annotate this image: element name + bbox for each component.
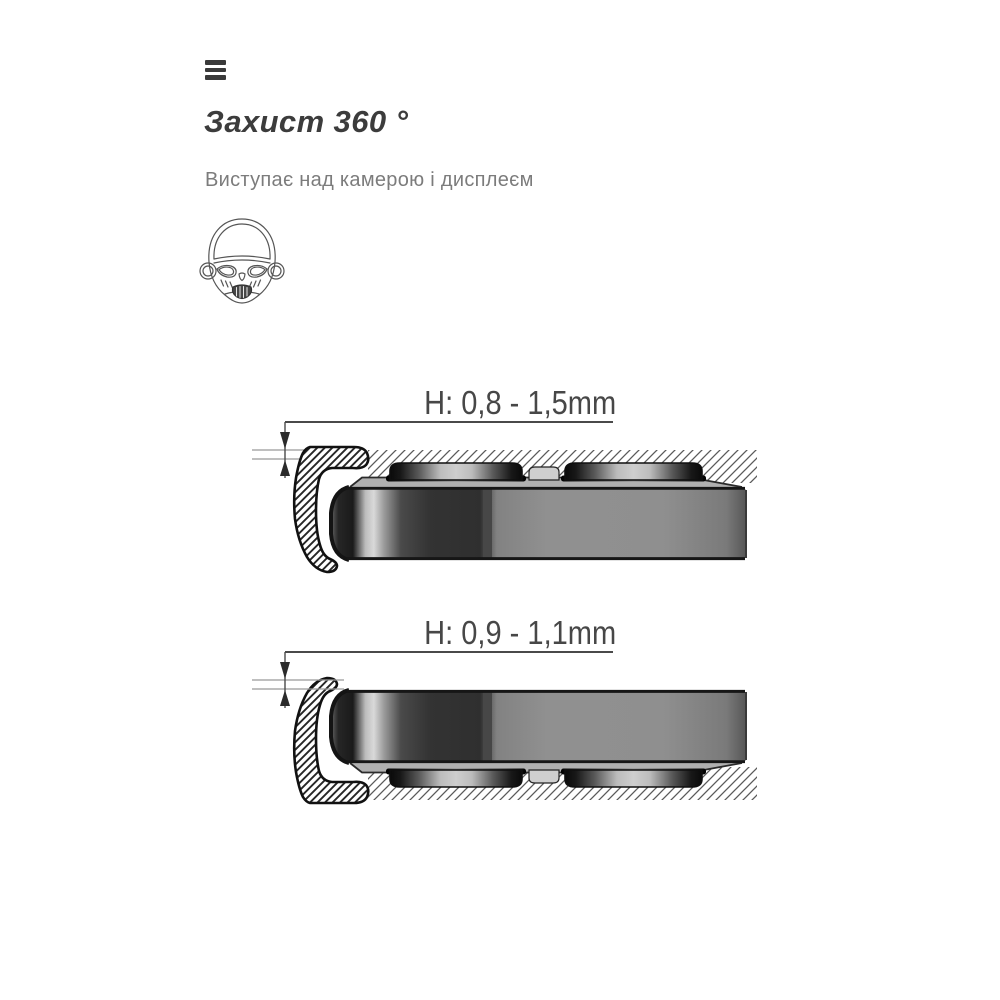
camera-lens: [565, 770, 702, 787]
dimension-arrow: [280, 662, 290, 679]
page-title: Захист 360 °: [204, 104, 409, 139]
antenna-seam: [483, 487, 492, 560]
dimension-arrow: [280, 432, 290, 449]
hamburger-bar: [205, 68, 226, 73]
phone-body: [330, 690, 747, 763]
diagram-camera-side: [250, 380, 770, 595]
phone-body: [330, 487, 747, 560]
phone-cross-section-display-up: [294, 678, 757, 803]
phone-cross-section-camera-up: [252, 422, 757, 572]
hamburger-bar: [205, 75, 226, 80]
flash-element: [529, 467, 559, 480]
diagram-display-side: [250, 610, 770, 825]
camera-lens: [390, 770, 522, 787]
dimension-arrow: [280, 460, 290, 476]
dimension-arrow: [280, 690, 290, 706]
hamburger-menu-icon[interactable]: [205, 60, 226, 82]
camera-lens: [390, 463, 522, 480]
dimension-label-display: H: 0,9 - 1,1mm: [424, 614, 617, 652]
flash-element: [529, 770, 559, 783]
hamburger-bar: [205, 60, 226, 65]
dimension-label-camera: H: 0,8 - 1,5mm: [424, 384, 617, 422]
stormtrooper-helmet-icon: [197, 212, 287, 306]
antenna-seam: [483, 690, 492, 763]
camera-lens: [565, 463, 702, 480]
page-subtitle: Виступає над камерою і дисплеєм: [205, 169, 534, 191]
